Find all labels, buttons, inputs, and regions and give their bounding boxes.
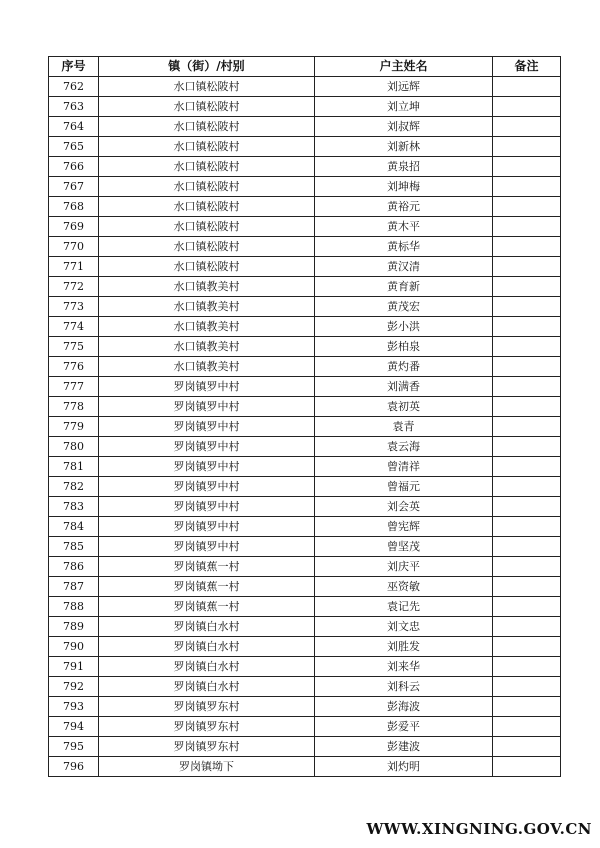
householder-name-cell: 刘远辉 bbox=[315, 77, 493, 97]
town-village-cell: 水口镇松陂村 bbox=[99, 157, 315, 177]
remarks-cell bbox=[493, 317, 561, 337]
serial-cell: 769 bbox=[49, 217, 99, 237]
table-row bbox=[49, 517, 561, 537]
town-village-cell: 罗岗镇罗中村 bbox=[99, 497, 315, 517]
householder-name-cell: 彭海波 bbox=[315, 697, 493, 717]
table-row bbox=[49, 597, 561, 617]
remarks-cell bbox=[493, 257, 561, 277]
town-village-cell: 罗岗镇蕉一村 bbox=[99, 597, 315, 617]
town-village-cell: 罗岗镇罗中村 bbox=[99, 537, 315, 557]
remarks-cell bbox=[493, 537, 561, 557]
town-village-cell: 罗岗镇蕉一村 bbox=[99, 577, 315, 597]
town-village-cell: 水口镇松陂村 bbox=[99, 97, 315, 117]
table-row bbox=[49, 637, 561, 657]
remarks-cell bbox=[493, 297, 561, 317]
householder-name-cell: 黄灼番 bbox=[315, 357, 493, 377]
householder-name-cell: 刘灼明 bbox=[315, 757, 493, 777]
table-row bbox=[49, 197, 561, 217]
town-village-cell: 罗岗镇罗中村 bbox=[99, 477, 315, 497]
remarks-cell bbox=[493, 397, 561, 417]
table-row bbox=[49, 297, 561, 317]
householder-name-cell: 刘满香 bbox=[315, 377, 493, 397]
householder-name-cell: 袁云海 bbox=[315, 437, 493, 457]
householder-name-cell: 曾宪辉 bbox=[315, 517, 493, 537]
town-village-cell: 水口镇松陂村 bbox=[99, 237, 315, 257]
remarks-cell bbox=[493, 157, 561, 177]
remarks-cell bbox=[493, 137, 561, 157]
table-row bbox=[49, 277, 561, 297]
serial-cell: 778 bbox=[49, 397, 99, 417]
table-row bbox=[49, 157, 561, 177]
town-village-cell: 罗岗镇罗东村 bbox=[99, 717, 315, 737]
table-row bbox=[49, 537, 561, 557]
remarks-cell bbox=[493, 177, 561, 197]
householder-name-cell: 黄木平 bbox=[315, 217, 493, 237]
table-row bbox=[49, 317, 561, 337]
remarks-cell bbox=[493, 337, 561, 357]
town-village-cell: 水口镇松陂村 bbox=[99, 137, 315, 157]
serial-cell: 768 bbox=[49, 197, 99, 217]
remarks-cell bbox=[493, 197, 561, 217]
serial-cell: 767 bbox=[49, 177, 99, 197]
table-row bbox=[49, 497, 561, 517]
table-row bbox=[49, 557, 561, 577]
serial-cell: 774 bbox=[49, 317, 99, 337]
serial-cell: 779 bbox=[49, 417, 99, 437]
remarks-cell bbox=[493, 117, 561, 137]
serial-cell: 783 bbox=[49, 497, 99, 517]
serial-cell: 772 bbox=[49, 277, 99, 297]
town-village-cell: 水口镇松陂村 bbox=[99, 217, 315, 237]
table-row bbox=[49, 657, 561, 677]
remarks-cell bbox=[493, 277, 561, 297]
remarks-cell bbox=[493, 437, 561, 457]
remarks-cell bbox=[493, 517, 561, 537]
table-row bbox=[49, 77, 561, 97]
table-row bbox=[49, 117, 561, 137]
town-village-cell: 水口镇松陂村 bbox=[99, 257, 315, 277]
serial-cell: 788 bbox=[49, 597, 99, 617]
serial-cell: 764 bbox=[49, 117, 99, 137]
householder-name-cell: 彭建波 bbox=[315, 737, 493, 757]
header-householder-name: 户主姓名 bbox=[315, 57, 493, 77]
serial-cell: 770 bbox=[49, 237, 99, 257]
serial-cell: 795 bbox=[49, 737, 99, 757]
serial-cell: 781 bbox=[49, 457, 99, 477]
town-village-cell: 罗岗镇白水村 bbox=[99, 677, 315, 697]
householder-name-cell: 黄育新 bbox=[315, 277, 493, 297]
householder-name-cell: 袁记先 bbox=[315, 597, 493, 617]
remarks-cell bbox=[493, 577, 561, 597]
serial-cell: 784 bbox=[49, 517, 99, 537]
serial-cell: 762 bbox=[49, 77, 99, 97]
table-row bbox=[49, 357, 561, 377]
householder-name-cell: 刘叔辉 bbox=[315, 117, 493, 137]
serial-cell: 777 bbox=[49, 377, 99, 397]
table-row bbox=[49, 737, 561, 757]
householder-name-cell: 袁青 bbox=[315, 417, 493, 437]
householder-name-cell: 巫资敏 bbox=[315, 577, 493, 597]
town-village-cell: 水口镇松陂村 bbox=[99, 77, 315, 97]
serial-cell: 780 bbox=[49, 437, 99, 457]
householder-name-cell: 袁初英 bbox=[315, 397, 493, 417]
town-village-cell: 水口镇教美村 bbox=[99, 357, 315, 377]
town-village-cell: 罗岗镇罗中村 bbox=[99, 417, 315, 437]
serial-cell: 765 bbox=[49, 137, 99, 157]
town-village-cell: 水口镇教美村 bbox=[99, 277, 315, 297]
remarks-cell bbox=[493, 697, 561, 717]
header-serial: 序号 bbox=[49, 57, 99, 77]
table-row bbox=[49, 437, 561, 457]
table-row bbox=[49, 677, 561, 697]
serial-cell: 763 bbox=[49, 97, 99, 117]
town-village-cell: 水口镇松陂村 bbox=[99, 177, 315, 197]
table-row bbox=[49, 177, 561, 197]
town-village-cell: 罗岗镇蕉一村 bbox=[99, 557, 315, 577]
town-village-cell: 水口镇教美村 bbox=[99, 337, 315, 357]
table-row bbox=[49, 397, 561, 417]
householder-name-cell: 彭小洪 bbox=[315, 317, 493, 337]
remarks-cell bbox=[493, 617, 561, 637]
householder-name-cell: 黄汉清 bbox=[315, 257, 493, 277]
table-row bbox=[49, 377, 561, 397]
table-row bbox=[49, 717, 561, 737]
serial-cell: 771 bbox=[49, 257, 99, 277]
table-row bbox=[49, 217, 561, 237]
town-village-cell: 水口镇松陂村 bbox=[99, 117, 315, 137]
remarks-cell bbox=[493, 217, 561, 237]
serial-cell: 785 bbox=[49, 537, 99, 557]
householder-name-cell: 刘胜发 bbox=[315, 637, 493, 657]
householder-name-cell: 曾坚茂 bbox=[315, 537, 493, 557]
remarks-cell bbox=[493, 477, 561, 497]
remarks-cell bbox=[493, 557, 561, 577]
table-row bbox=[49, 697, 561, 717]
town-village-cell: 罗岗镇罗中村 bbox=[99, 437, 315, 457]
site-url: WWW.XINGNING.GOV.CN bbox=[366, 820, 592, 838]
town-village-cell: 罗岗镇罗中村 bbox=[99, 377, 315, 397]
householder-name-cell: 刘新林 bbox=[315, 137, 493, 157]
householder-name-cell: 刘来华 bbox=[315, 657, 493, 677]
town-village-cell: 罗岗镇白水村 bbox=[99, 637, 315, 657]
table-row bbox=[49, 97, 561, 117]
town-village-cell: 罗岗镇罗中村 bbox=[99, 517, 315, 537]
remarks-cell bbox=[493, 97, 561, 117]
header-town-village: 镇（街）/村别 bbox=[99, 57, 315, 77]
town-village-cell: 罗岗镇白水村 bbox=[99, 617, 315, 637]
remarks-cell bbox=[493, 497, 561, 517]
householder-name-cell: 彭柏泉 bbox=[315, 337, 493, 357]
serial-cell: 794 bbox=[49, 717, 99, 737]
serial-cell: 791 bbox=[49, 657, 99, 677]
remarks-cell bbox=[493, 597, 561, 617]
town-village-cell: 罗岗镇白水村 bbox=[99, 657, 315, 677]
remarks-cell bbox=[493, 757, 561, 777]
table-row bbox=[49, 757, 561, 777]
householder-name-cell: 彭爱平 bbox=[315, 717, 493, 737]
town-village-cell: 罗岗镇罗东村 bbox=[99, 737, 315, 757]
remarks-cell bbox=[493, 457, 561, 477]
householder-name-cell: 黄泉招 bbox=[315, 157, 493, 177]
table-row bbox=[49, 257, 561, 277]
serial-cell: 790 bbox=[49, 637, 99, 657]
table-row bbox=[49, 417, 561, 437]
householder-name-cell: 刘科云 bbox=[315, 677, 493, 697]
householder-name-cell: 黄标华 bbox=[315, 237, 493, 257]
serial-cell: 787 bbox=[49, 577, 99, 597]
householder-name-cell: 刘坤梅 bbox=[315, 177, 493, 197]
householder-name-cell: 曾清祥 bbox=[315, 457, 493, 477]
remarks-cell bbox=[493, 357, 561, 377]
remarks-cell bbox=[493, 637, 561, 657]
remarks-cell bbox=[493, 677, 561, 697]
town-village-cell: 罗岗镇罗中村 bbox=[99, 397, 315, 417]
table-row bbox=[49, 137, 561, 157]
remarks-cell bbox=[493, 717, 561, 737]
serial-cell: 792 bbox=[49, 677, 99, 697]
town-village-cell: 罗岗镇罗中村 bbox=[99, 457, 315, 477]
serial-cell: 789 bbox=[49, 617, 99, 637]
serial-cell: 776 bbox=[49, 357, 99, 377]
town-village-cell: 水口镇教美村 bbox=[99, 317, 315, 337]
table-row bbox=[49, 337, 561, 357]
table-row bbox=[49, 617, 561, 637]
householder-name-cell: 黄茂宏 bbox=[315, 297, 493, 317]
householder-name-cell: 刘文忠 bbox=[315, 617, 493, 637]
town-village-cell: 水口镇教美村 bbox=[99, 297, 315, 317]
serial-cell: 773 bbox=[49, 297, 99, 317]
town-village-cell: 水口镇松陂村 bbox=[99, 197, 315, 217]
table-row bbox=[49, 477, 561, 497]
serial-cell: 786 bbox=[49, 557, 99, 577]
remarks-cell bbox=[493, 377, 561, 397]
remarks-cell bbox=[493, 657, 561, 677]
serial-cell: 793 bbox=[49, 697, 99, 717]
householder-name-cell: 黄裕元 bbox=[315, 197, 493, 217]
householder-name-cell: 刘庆平 bbox=[315, 557, 493, 577]
header-row bbox=[49, 57, 561, 77]
serial-cell: 766 bbox=[49, 157, 99, 177]
remarks-cell bbox=[493, 737, 561, 757]
town-village-cell: 罗岗镇罗东村 bbox=[99, 697, 315, 717]
table-row bbox=[49, 577, 561, 597]
serial-cell: 796 bbox=[49, 757, 99, 777]
household-table bbox=[48, 56, 561, 777]
header-remarks: 备注 bbox=[493, 57, 561, 77]
town-village-cell: 罗岗镇坳下 bbox=[99, 757, 315, 777]
remarks-cell bbox=[493, 417, 561, 437]
serial-cell: 775 bbox=[49, 337, 99, 357]
table-row bbox=[49, 237, 561, 257]
serial-cell: 782 bbox=[49, 477, 99, 497]
householder-name-cell: 曾福元 bbox=[315, 477, 493, 497]
remarks-cell bbox=[493, 237, 561, 257]
householder-name-cell: 刘立坤 bbox=[315, 97, 493, 117]
table-row bbox=[49, 457, 561, 477]
householder-name-cell: 刘会英 bbox=[315, 497, 493, 517]
remarks-cell bbox=[493, 77, 561, 97]
